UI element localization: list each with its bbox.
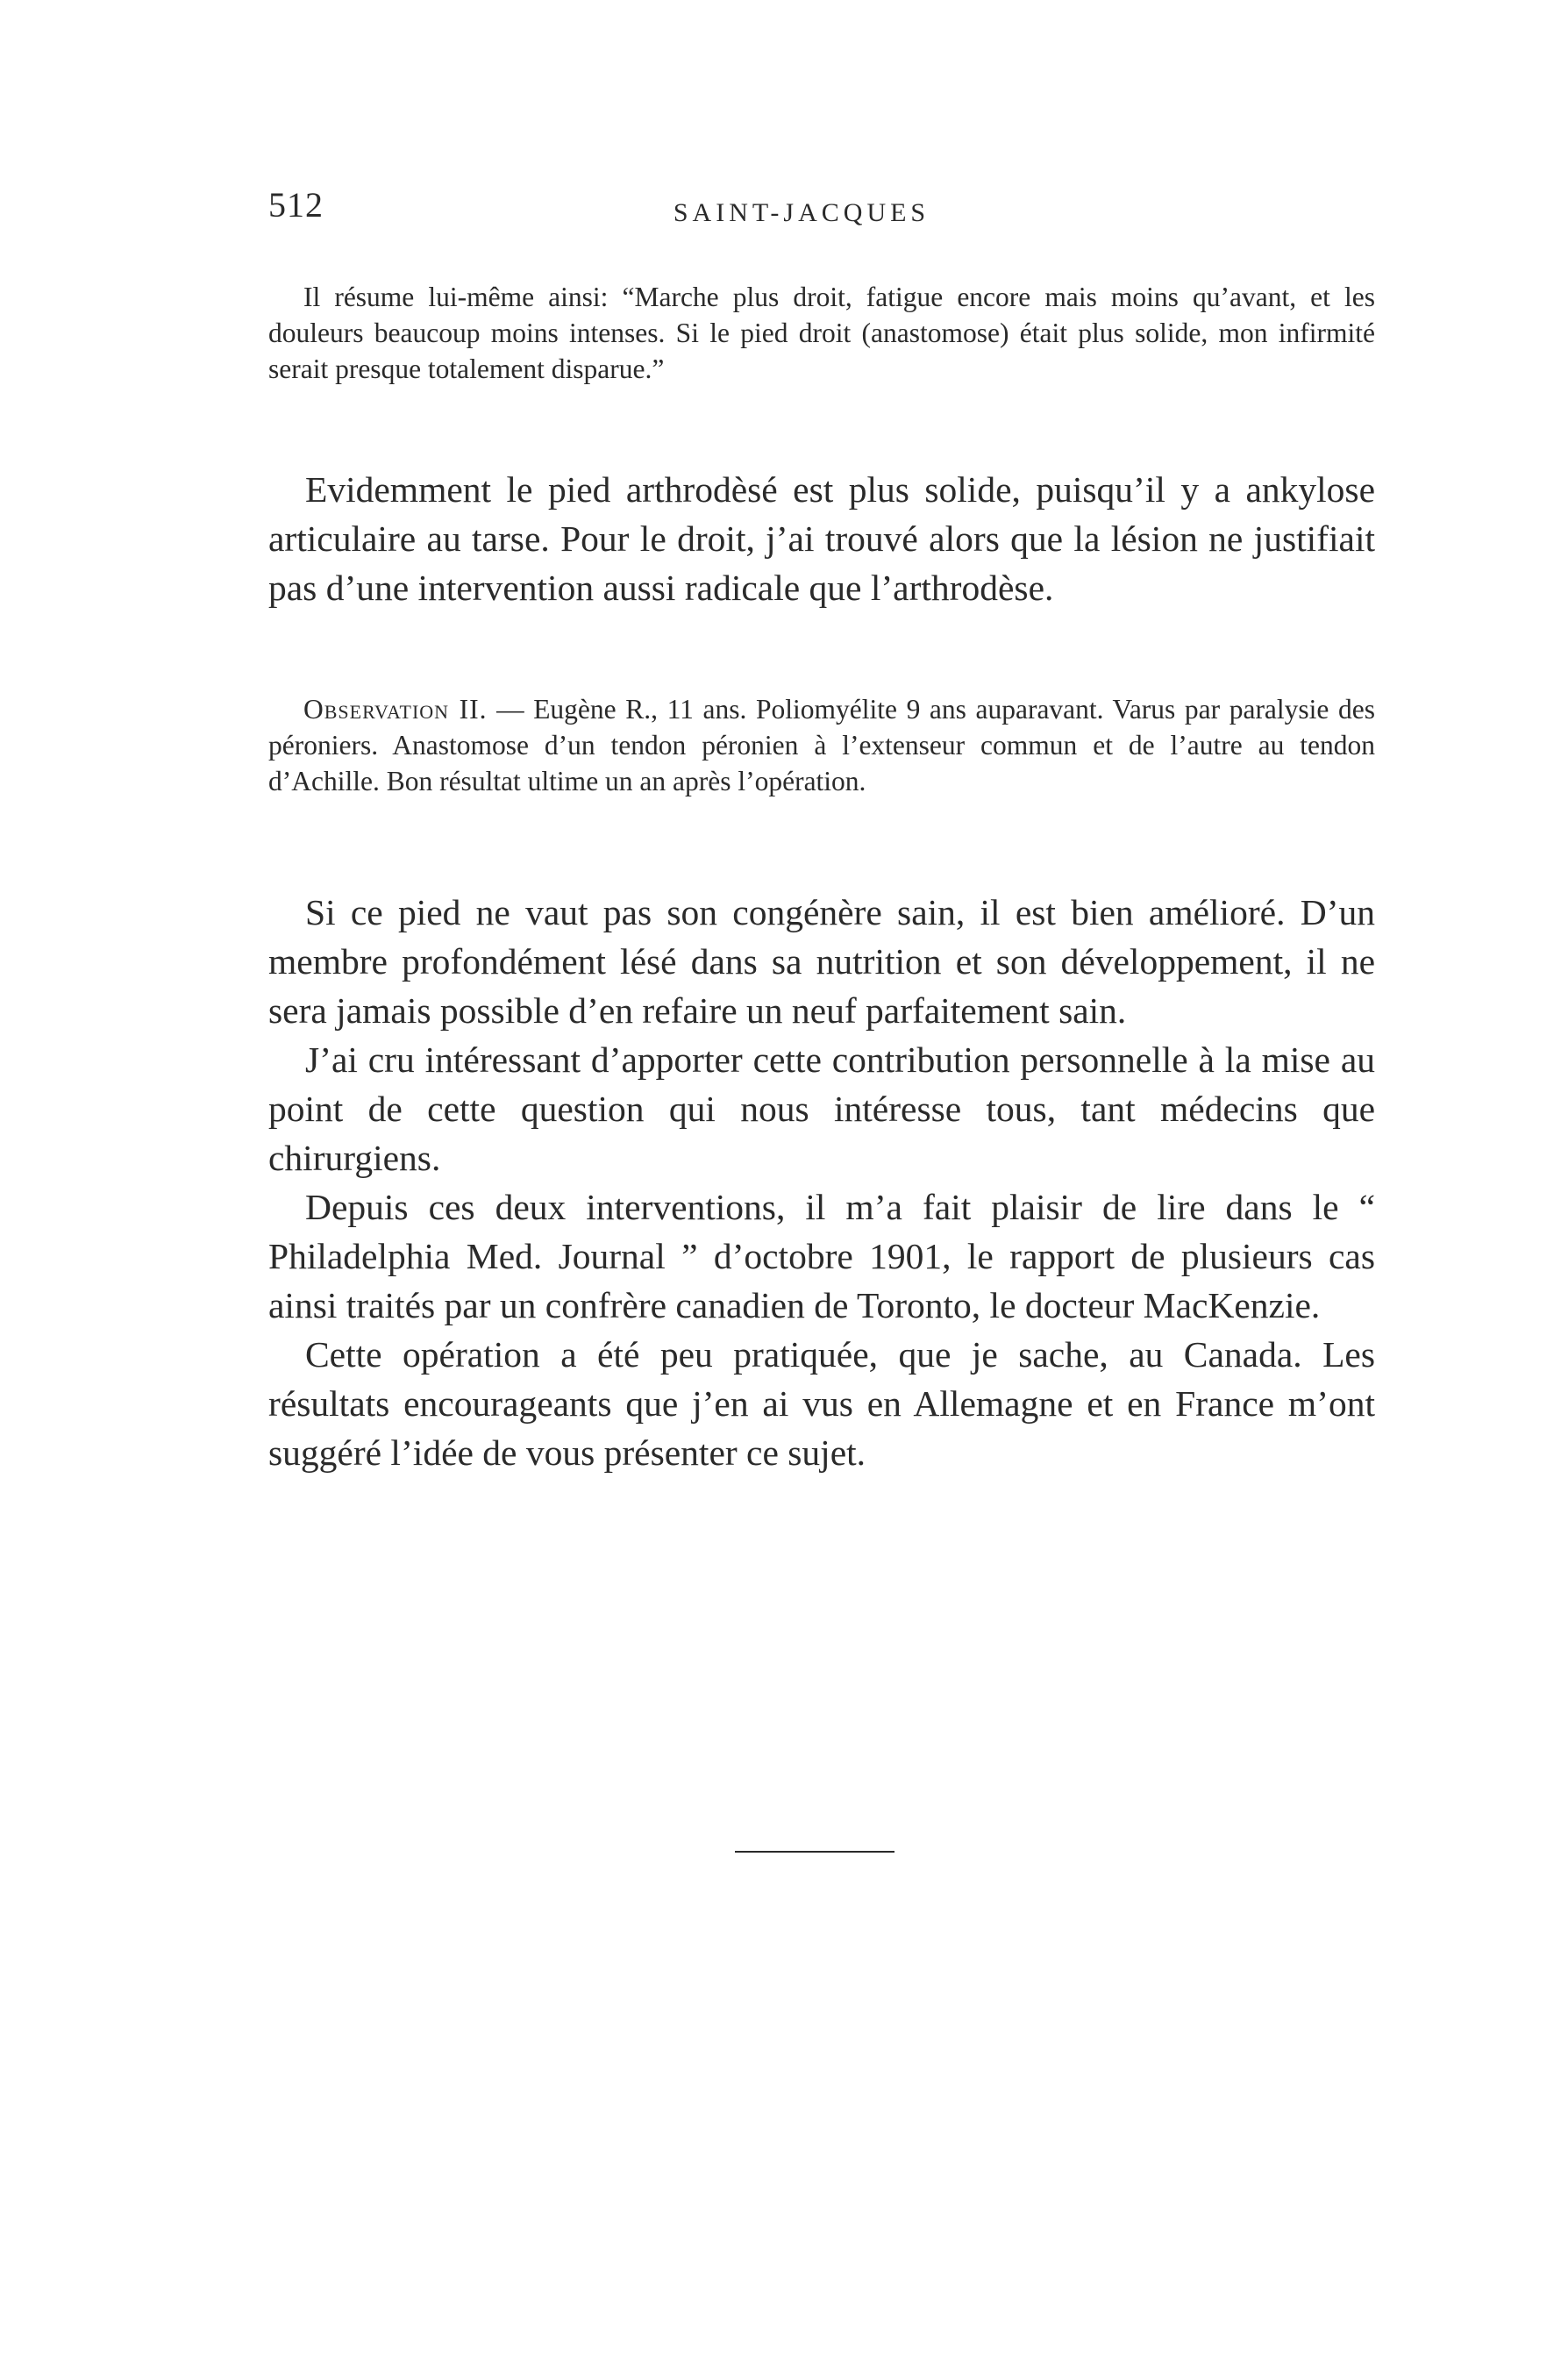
body-paragraph: Si ce pied ne vaut pas son congénère sain, il est bien amélioré. D’un membre profondément lésé dans sa nutrition et son développement, il ne sera jamais possible d’en refaire un neuf parfaitement sain.	[268, 892, 1375, 1031]
quote-paragraph: Il résume lui-même ainsi: “Marche plus droit, fatigue encore mais moins qu’avant, et les douleurs beaucoup moins intenses. Si le pied droit (anastomose) était plus solide, mon infirmité serait presque totalement disparue.”	[268, 282, 1375, 384]
observation-paragraph	[268, 691, 1375, 799]
observation-label: Observation II.	[303, 694, 488, 725]
body-paragraph: Evidemment le pied arthrodèsé est plus solide, puisqu’il y a ankylose articulaire au tarse. Pour le droit, j’ai trouvé alors que la lésion ne justifiait pas d’une intervention aussi radicale que l’arthrodèse.	[268, 469, 1375, 608]
observation-text: — Eugène R., 11 ans. Poliomyélite 9 ans auparavant. Varus par paralysie des péroniers. Anastomose d’un tendon péronien à l’extenseur commun et de l’autre au tendon d’Achille. Bon résultat ultime un an après l’opération.	[268, 694, 1375, 796]
page-number: 512	[268, 185, 324, 225]
running-head: SAINT-JACQUES	[673, 198, 930, 227]
body-paragraph: J’ai cru intéressant d’apporter cette contribution personnelle à la mise au point de cette question qui nous intéresse tous, tant médecins que chirurgiens.	[268, 1039, 1375, 1178]
body-section-2	[268, 888, 1375, 1477]
quote-block	[268, 279, 1375, 387]
body-section-1	[268, 465, 1375, 612]
body-paragraph: Cette opération a été peu pratiquée, que je sache, au Canada. Les résultats encourageants que j’en ai vus en Allemagne et en France m’ont suggéré l’idée de vous présenter ce sujet.	[268, 1334, 1375, 1473]
observation-block	[268, 691, 1375, 799]
body-paragraph: Depuis ces deux interventions, il m’a fait plaisir de lire dans le “ Philadelphia Med. Journal ” d’octobre 1901, le rapport de plusieurs cas ainsi traités par un confrère canadien de Toronto, le docteur MacKenzie.	[268, 1187, 1375, 1325]
end-rule	[735, 1851, 894, 1853]
